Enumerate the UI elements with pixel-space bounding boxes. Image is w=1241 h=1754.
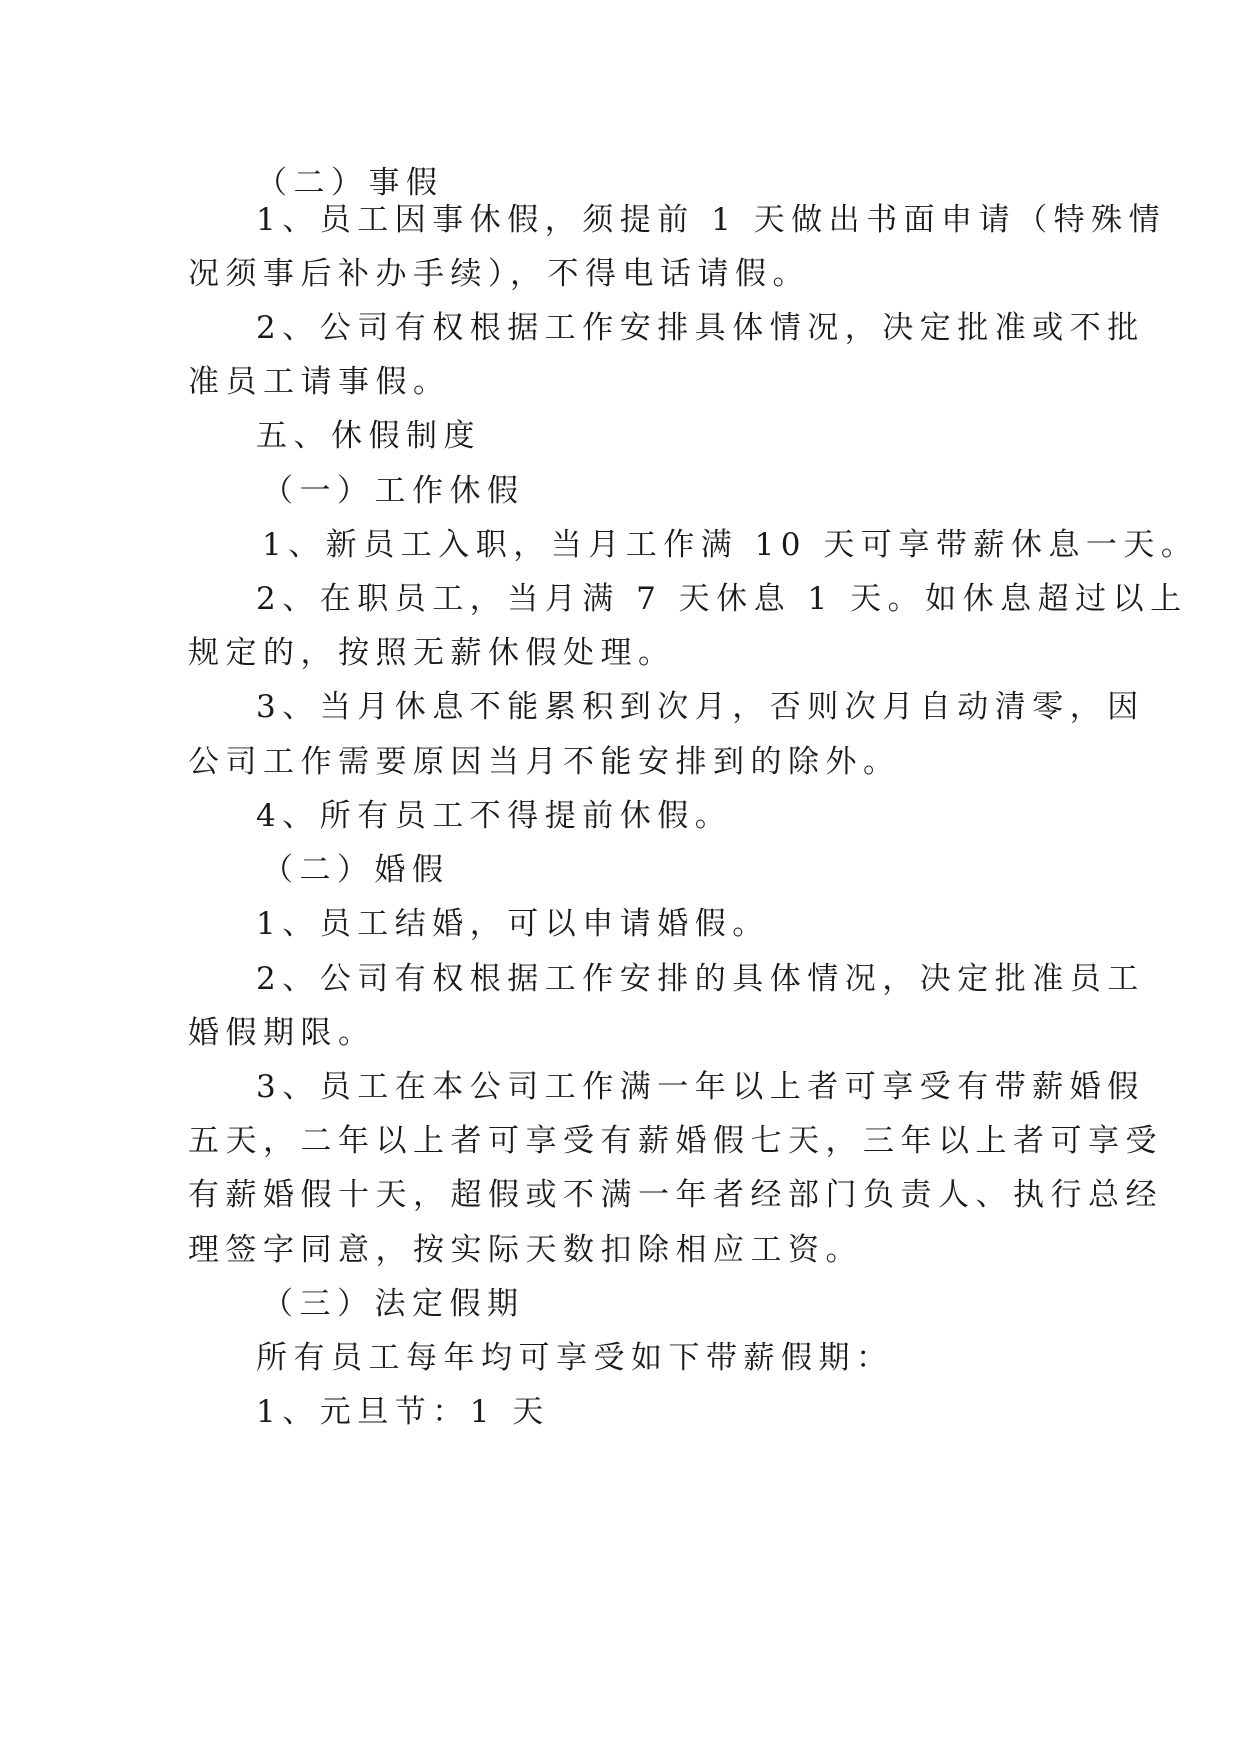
paragraph-line: 3、当月休息不能累积到次月，否则次月自动清零，因: [256, 689, 1145, 725]
paragraph-line: 理签字同意，按实际天数扣除相应工资。: [188, 1232, 863, 1268]
paragraph-line: 况须事后补办手续），不得电话请假。: [188, 256, 810, 292]
paragraph-line: 1、新员工入职，当月工作满 10 天可享带薪休息一天。: [262, 527, 1199, 563]
paragraph-line: 准员工请事假。: [188, 364, 451, 400]
paragraph-line: 公司工作需要原因当月不能安排到的除外。: [188, 744, 901, 780]
paragraph-line: 有薪婚假十天，超假或不满一年者经部门负责人、执行总经: [188, 1177, 1163, 1213]
paragraph-line: 1、元旦节：1 天: [256, 1394, 550, 1430]
paragraph-line: 婚假期限。: [188, 1015, 376, 1051]
paragraph-line: 所有员工每年均可享受如下带薪假期：: [256, 1340, 894, 1376]
paragraph-line: 1、员工因事休假，须提前 1 天做出书面申请（特殊情: [256, 202, 1167, 238]
paragraph-line: 1、员工结婚，可以申请婚假。: [256, 906, 770, 942]
subheading-marriage-leave: （二）婚假: [262, 852, 450, 888]
subheading-personal-leave: （二）事假: [256, 165, 444, 201]
paragraph-line: 2、公司有权根据工作安排的具体情况，决定批准员工: [256, 961, 1145, 997]
paragraph-line: 2、公司有权根据工作安排具体情况，决定批准或不批: [256, 310, 1145, 346]
paragraph-line: 五天，二年以上者可享受有薪婚假七天，三年以上者可享受: [188, 1123, 1163, 1159]
section-heading-leave-policy: 五、休假制度: [256, 418, 481, 454]
subheading-work-leave: （一）工作休假: [262, 473, 525, 509]
paragraph-line: 2、在职员工，当月满 7 天休息 1 天。如休息超过以上: [256, 581, 1188, 617]
paragraph-line: 3、员工在本公司工作满一年以上者可享受有带薪婚假: [256, 1069, 1145, 1105]
paragraph-line: 规定的，按照无薪休假处理。: [188, 635, 676, 671]
subheading-statutory-holidays: （三）法定假期: [262, 1286, 525, 1322]
paragraph-line: 4、所有员工不得提前休假。: [256, 798, 733, 834]
